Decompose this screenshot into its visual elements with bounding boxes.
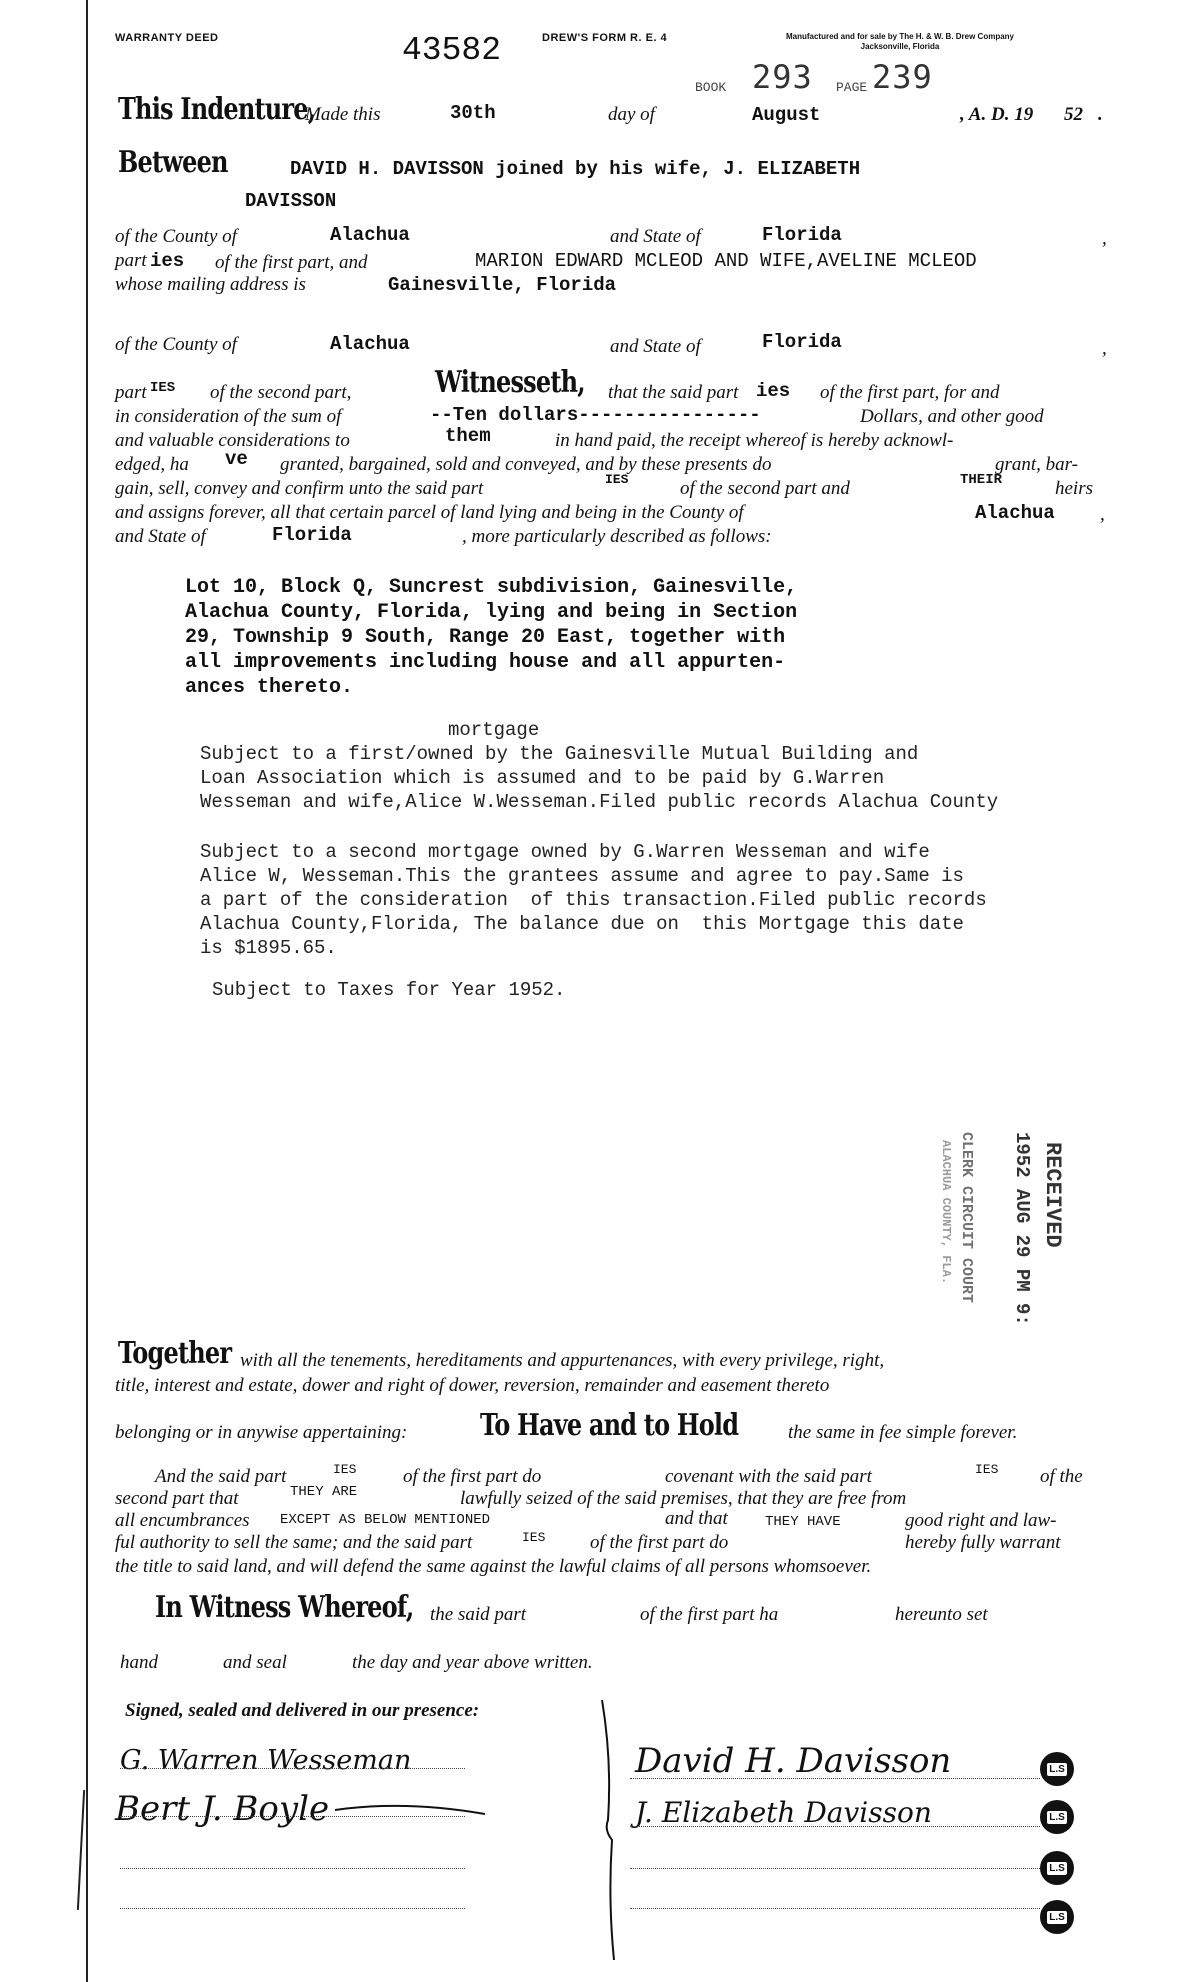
grantor-1-signature [630, 1730, 1050, 1790]
covenant-l1c: of the first part do [403, 1466, 542, 1487]
grant-bar-label: grant, bar- [995, 454, 1079, 475]
covenant-l2a: second part that [115, 1488, 239, 1509]
covenant-l4a: ful authority to sell the same; and the said part [115, 1532, 473, 1553]
covenant-l4c: of the first part do [590, 1532, 729, 1553]
consideration-sum: --Ten dollars---------------- [430, 404, 761, 426]
covenant-l1a: And the said part [155, 1466, 287, 1487]
first-mortgage-line-2: Loan Association which is assumed and to be paid by G.Warren [200, 767, 885, 789]
land-comma: , [1100, 504, 1105, 525]
comma: , [1102, 228, 1107, 249]
land-state-label: and State of [115, 526, 206, 547]
part-suffix: IES [150, 380, 176, 396]
first-part-for: of the first part, for and [820, 382, 1000, 403]
covenant-l4d: hereby fully warrant [905, 1532, 1061, 1553]
indenture-end: . [1098, 104, 1103, 125]
valuable-label: and valuable considerations to [115, 430, 350, 451]
day-value: 30th [450, 102, 496, 124]
second-part-label: of the second part, [210, 382, 352, 403]
legal-line-3: 29, Township 9 South, Range 20 East, together with [185, 626, 786, 649]
indenture-heading: This Indenture, [118, 92, 316, 127]
ies-2: IES [605, 472, 629, 487]
county-label: of the County of [115, 226, 237, 247]
second-mortgage-line-5: is $1895.65. [200, 937, 337, 959]
signed-sealed-label: Signed, sealed and delivered in our presence: [125, 1700, 480, 1721]
manufacturer-info [700, 32, 1100, 52]
grantor-1-line [630, 1778, 1040, 1779]
witness-whereof-heading: In Witness Whereof, [155, 1590, 414, 1625]
made-this-label: Made this [305, 104, 381, 125]
grantor-county: Alachua [330, 224, 410, 246]
grantor-2-signature [630, 1790, 1050, 1840]
month-value: August [752, 104, 821, 126]
consideration-label: in consideration of the sum of [115, 406, 342, 427]
covenant-l1f: of the [1040, 1466, 1083, 1487]
grantors-line-1: DAVID H. DAVISSON joined by his wife, J. ELIZABETH [290, 158, 861, 180]
second-mortgage [200, 840, 987, 960]
state-label-2: and State of [610, 336, 701, 357]
legal-line-4: all improvements including house and all appurten- [185, 651, 786, 674]
svg-text:David H. Davisson: David H. Davisson [635, 1741, 952, 1781]
and-seal-label: and seal [223, 1652, 287, 1673]
witness-2-line [120, 1816, 465, 1817]
granted-label: granted, bargained, sold and conveyed, and by these presents do [280, 454, 772, 475]
covenant-l1e: IES [975, 1462, 999, 1477]
grantee-state: Florida [762, 331, 842, 353]
seal-2: L.S [1040, 1800, 1074, 1834]
day-year-label: the day and year above written. [352, 1652, 593, 1673]
comma-2: , [1102, 338, 1107, 359]
covenant-l2c: lawfully seized of the said premises, that they are free from [460, 1488, 907, 1509]
covenant-l5: the title to said land, and will defend the same against the lawful claims of all persons whomsoever. [115, 1556, 872, 1577]
legal-line-5: ances thereto. [185, 676, 354, 699]
hand-label: hand [120, 1652, 158, 1673]
grantee-county: Alachua [330, 333, 410, 355]
seal-3: L.S [1040, 1851, 1074, 1885]
legal-line-2: Alachua County, Florida, lying and being in Section [185, 601, 798, 624]
grantor-4-line [630, 1908, 1040, 1909]
whereof-text-1: the said part [430, 1604, 527, 1625]
document-number: 43582 [402, 32, 502, 69]
together-heading: Together [118, 1336, 232, 1371]
parties-prefix: part [115, 250, 147, 271]
seal-1: L.S [1040, 1752, 1074, 1786]
witness-3-line [120, 1868, 465, 1869]
svg-text:J. Elizabeth Davisson: J. Elizabeth Davisson [635, 1796, 932, 1829]
year-value: 52 [1064, 104, 1083, 125]
book-prefix: BOOK [695, 80, 727, 95]
hand-paid-label: in hand paid, the receipt whereof is hereby acknowl- [555, 430, 954, 451]
grantor-2-line [630, 1826, 1040, 1827]
second-part-and: of the second part and [680, 478, 850, 499]
left-margin-line [86, 0, 88, 1982]
land-county: Alachua [975, 502, 1055, 524]
legal-description [185, 575, 797, 700]
second-mortgage-line-1: Subject to a second mortgage owned by G.Warren Wesseman and wife [200, 841, 930, 863]
page-number: 239 [872, 58, 933, 96]
mailing-label: whose mailing address is [115, 274, 306, 295]
second-mortgage-line-3: a part of the consideration of this transaction.Filed public records [200, 889, 987, 911]
whereof-text-2: of the first part ha [640, 1604, 779, 1625]
form-type: WARRANTY DEED [115, 32, 219, 44]
covenant-l1b: IES [333, 1462, 357, 1477]
county-label-2: of the County of [115, 334, 237, 355]
state-label: and State of [610, 226, 701, 247]
parties-suffix: ies [150, 250, 185, 272]
taxes-clause: Subject to Taxes for Year 1952. [212, 979, 566, 1001]
together-line-3: belonging or in anywise appertaining: [115, 1422, 408, 1443]
stamp-date: 1952 AUG 29 PM 9: [1011, 1132, 1033, 1326]
covenant-l4b: IES [522, 1530, 546, 1545]
whereof-text-3: hereunto set [895, 1604, 988, 1625]
mailing-address: Gainesville, Florida [388, 274, 617, 296]
svg-text:G. Warren Wesseman: G. Warren Wesseman [120, 1745, 412, 1776]
between-heading: Between [118, 145, 228, 180]
ve: ve [225, 448, 248, 470]
grantors-line-2: DAVISSON [245, 190, 337, 212]
seal-4: L.S [1040, 1900, 1074, 1934]
legal-line-1: Lot 10, Block Q, Suncrest subdivision, Gainesville, [185, 576, 798, 599]
their: THEIR [960, 472, 1003, 488]
signature-brace [598, 1700, 618, 1960]
edged-label: edged, ha [115, 454, 189, 475]
manufacturer-line-1: Manufactured and for sale by The H. & W. B. Drew Company [785, 32, 1015, 41]
them: them [445, 425, 491, 447]
covenant-l2b: THEY ARE [290, 1484, 358, 1500]
grantor-state: Florida [762, 224, 842, 246]
covenant-l3b: EXCEPT AS BELOW MENTIONED [280, 1512, 491, 1528]
part-prefix: part [115, 382, 147, 403]
stamp-received: RECEIVED [1040, 1142, 1065, 1248]
stamp-county: ALACHUA COUNTY, FLA. [939, 1140, 953, 1285]
page-prefix: PAGE [836, 80, 868, 95]
form-name: DREW'S FORM R. E. 4 [542, 32, 668, 44]
ad-label: , A. D. 19 [960, 104, 1034, 125]
covenant-l3d: THEY HAVE [765, 1514, 841, 1530]
assigns-label: and assigns forever, all that certain parcel of land lying and being in the County of [115, 502, 744, 523]
covenant-l3e: good right and law- [905, 1510, 1057, 1531]
witness-2-signature [105, 1780, 485, 1840]
together-line-3-end: the same in fee simple forever. [788, 1422, 1018, 1443]
witness-4-line [120, 1908, 465, 1909]
second-mortgage-line-2: Alice W, Wesseman.This the grantees assume and agree to pay.Same is [200, 865, 964, 887]
gain-label: gain, sell, convey and confirm unto the said part [115, 478, 484, 499]
day-of-label: day of [608, 104, 655, 125]
grantees: MARION EDWARD MCLEOD AND WIFE,AVELINE MCLEOD [475, 250, 977, 272]
first-mortgage-line-3: Wesseman and wife,Alice W.Wesseman.Filed public records Alachua County [200, 791, 999, 813]
mortgage-insert: mortgage [448, 719, 540, 741]
second-mortgage-line-4: Alachua County,Florida, The balance due on this Mortgage this date [200, 913, 964, 935]
said-part-label: that the said part [608, 382, 739, 403]
witnesseth-heading: Witnesseth, [435, 365, 585, 400]
first-mortgage [200, 742, 998, 814]
described-label: , more particularly described as follows: [462, 526, 772, 547]
first-mortgage-line-1: Subject to a first/owned by the Gainesville Mutual Building and [200, 743, 919, 765]
book-number: 293 [752, 58, 813, 96]
together-line-2: title, interest and estate, dower and right of dower, reversion, remainder and easement thereto [115, 1375, 830, 1396]
covenant-l3a: all encumbrances [115, 1510, 250, 1531]
covenant-l3c: and that [665, 1508, 728, 1529]
land-state: Florida [272, 524, 352, 546]
heirs-label: heirs [1055, 478, 1093, 499]
stamp-clerk: CLERK CIRCUIT COURT [958, 1132, 975, 1304]
witness-1-signature [115, 1735, 475, 1785]
grantor-3-line [630, 1868, 1040, 1869]
ies: ies [756, 380, 791, 402]
witness-1-line [120, 1768, 465, 1769]
dollars-label: Dollars, and other good [860, 406, 1044, 427]
to-have-and-to-hold: To Have and to Hold [480, 1408, 739, 1443]
received-stamp [905, 1130, 1085, 1340]
manufacturer-line-2: Jacksonville, Florida [860, 42, 940, 51]
covenant-l1d: covenant with the said part [665, 1466, 872, 1487]
first-part-text: of the first part, and [215, 252, 368, 273]
svg-text:Bert J. Boyle: Bert J. Boyle [115, 1789, 330, 1829]
together-line-1: with all the tenements, hereditaments and appurtenances, with every privilege, right, [240, 1350, 885, 1371]
margin-line-fragment [77, 1790, 85, 1910]
